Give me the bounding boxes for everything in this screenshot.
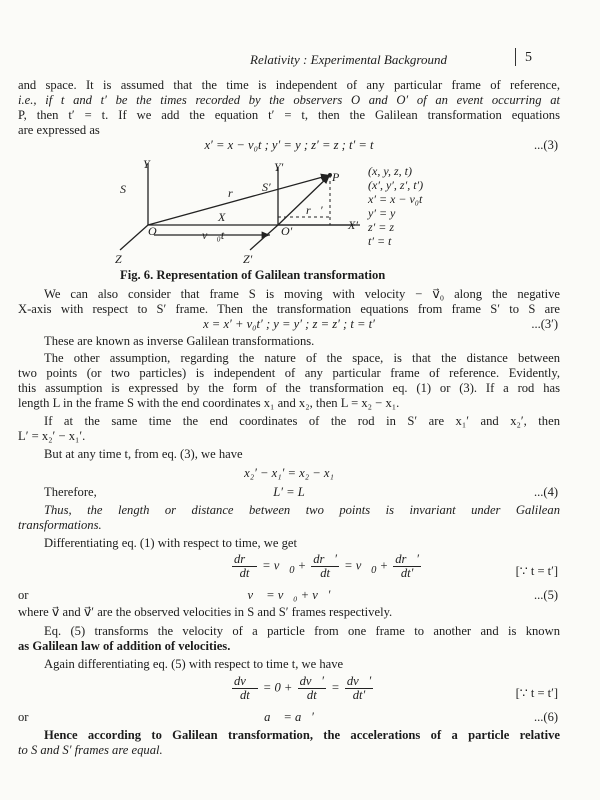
text-line: If at the same time the end coordinates of the rod in S′ are x₁′ and x₂′, then — [44, 414, 560, 428]
because-note: [∵ t = t′] — [515, 564, 558, 578]
text-line: Differentiating eq. (1) with respect to time, we get — [44, 536, 297, 550]
fraction: $\frac{dr⃗'}{dt'}$ — [395, 552, 419, 580]
text-or: or — [18, 588, 29, 602]
label-x: X — [218, 210, 226, 224]
fraction: $\frac{dv⃗}{dt}$ — [234, 674, 256, 702]
figure-caption: Fig. 6. Representation of Galilean transformation — [120, 268, 386, 282]
equation-3: x′ = x − v₀t ; y′ = y ; z′ = z ; t′ = t — [204, 138, 374, 152]
text-line: where v⃗ and v⃗′ are the observed velocities in S and S′ frames respectively. — [18, 605, 393, 619]
text-line: as Galilean law of addition of velocities. — [18, 639, 231, 653]
text-line: are expressed as — [18, 123, 100, 137]
fraction: $\frac{dr⃗'}{dt}$ — [313, 552, 337, 580]
because-note: [∵ t = t′] — [515, 686, 558, 700]
text-line: These are known as inverse Galilean transformations. — [44, 334, 315, 348]
label-s: S — [120, 182, 126, 196]
text-line: P, then t′ = t. If we add the equation t′ = t, then the Galilean transformation equations — [18, 108, 560, 122]
text-line: and space. It is assumed that the time is independent of any particular frame of reference, — [18, 78, 560, 92]
z-axis — [120, 225, 148, 250]
label-y-prime: Y′ — [274, 160, 284, 174]
equation-number: ...(5) — [534, 588, 558, 602]
text-line: The other assumption, regarding the nature of the space, is that the distance between — [44, 351, 560, 365]
label-r-prime-vector: r⃗′ — [306, 203, 323, 217]
fraction: $\frac{dv⃗'}{dt}$ — [299, 674, 325, 702]
equation-length: x₂′ − x₁′ = x₂ − x₁ — [244, 466, 334, 480]
derivative-equation-6: $\frac{dv⃗}{dt}$ = 0 + $\frac{dv⃗'}{dt}$ = $\frac{dv⃗'}{dt'}$ — [234, 674, 372, 702]
side-eq-6: t′ = t — [368, 234, 392, 248]
page-number: 5 — [525, 50, 532, 65]
label-p: P — [332, 170, 340, 184]
equation-5: v⃗ = v⃗₀ + v⃗′ — [247, 588, 331, 602]
side-eq-3: x′ = x − v₀t — [368, 192, 423, 206]
equation-number: ...(3) — [534, 138, 558, 152]
equation-3-prime: x = x′ + v₀t′ ; y = y′ ; z = z′ ; t = t′ — [203, 317, 375, 331]
text-line: Therefore, — [44, 485, 97, 499]
equation-number: ...(3′) — [531, 317, 558, 331]
text-line: But at any time t, from eq. (3), we have — [44, 447, 243, 461]
fraction: $\frac{dv⃗'}{dt'}$ — [346, 674, 372, 702]
text-line: We can also consider that frame S is moving with velocity − v⃗₀ along the negative — [44, 287, 560, 301]
side-eq-4: y′ = y — [368, 206, 396, 220]
derivative-equation-5: $\frac{dr⃗}{dt}$ = $v⃗_0$ + $\frac{dr⃗'}{dt}$ = $v⃗_0$ + $\frac{dr⃗'}{dt'}$ — [234, 552, 419, 580]
text-line: i.e., if t and t′ be the times recorded by the observers O and O′ of an event occurring at — [18, 93, 560, 107]
label-y: Y — [143, 157, 150, 171]
label-z-prime: Z′ — [243, 252, 253, 266]
header-divider — [515, 48, 516, 66]
text-line: X-axis with respect to S′ frame. Then the transformation equations from frame S′ to S are — [18, 302, 560, 316]
z-prime-axis — [250, 225, 278, 250]
side-eq-2: (x′, y′, z′, t′) — [368, 178, 424, 192]
text-line: transformations. — [18, 518, 102, 532]
text-line: two points (or two particles) is independent of any particular frame of reference. Evidently, — [18, 366, 560, 380]
text-or: or — [18, 710, 29, 724]
equation-6: a⃗ = a⃗′ — [264, 710, 314, 724]
text-line: length L in the frame S with the end coordinates x₁ and x₂, then L = x₂ − x₁. — [18, 396, 400, 410]
equation-4: L′ = L — [273, 485, 305, 499]
running-title: Relativity : Experimental Background — [250, 52, 447, 67]
label-o-prime: O′ — [281, 224, 293, 238]
text-line: L′ = x₂′ − x₁′. — [18, 429, 86, 443]
side-eq-5: z′ = z — [368, 220, 395, 234]
label-x-prime: X′ — [348, 218, 358, 232]
text-line: Hence according to Galilean transformation, the accelerations of a particle relative — [44, 728, 560, 742]
label-v0t: v⃗₀t — [202, 228, 225, 242]
galilean-figure — [110, 155, 550, 270]
text-line: Thus, the length or distance between two points is invariant under Galilean — [44, 503, 560, 517]
label-z: Z — [115, 252, 122, 266]
text-line: Again differentiating eq. (5) with respect to time t, we have — [44, 657, 344, 671]
text-line: Eq. (5) transforms the velocity of a particle from one frame to another and is known — [44, 624, 560, 638]
equation-number: ...(6) — [534, 710, 558, 724]
label-s-prime: S′ — [262, 180, 271, 194]
fraction: $\frac{dr⃗}{dt}$ — [234, 552, 255, 580]
side-eq-1: (x, y, z, t) — [368, 164, 412, 178]
text-line: this assumption is expressed by the form of the transformation eq. (1) or (3). If a rod has — [18, 381, 560, 395]
label-r-vector: r⃗ — [228, 186, 243, 200]
text-line: to S and S′ frames are equal. — [18, 743, 163, 757]
label-o: O — [148, 224, 157, 238]
equation-number: ...(4) — [534, 485, 558, 499]
